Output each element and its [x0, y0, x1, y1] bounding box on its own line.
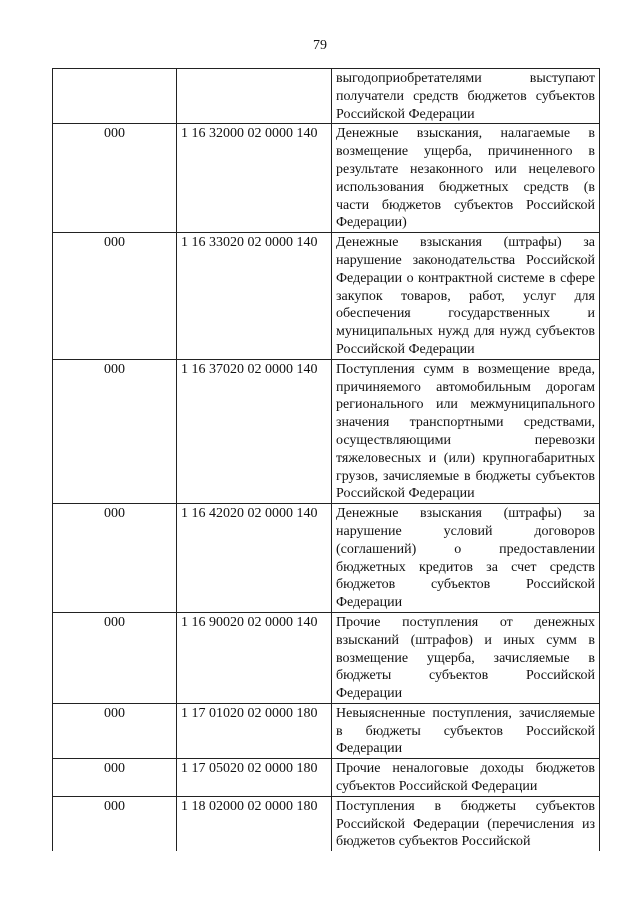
description-cell: Поступления в бюджеты субъектов Российской Федерации (перечисления из бюджетов субъектов Российской — [332, 796, 600, 851]
table-row — [53, 759, 600, 797]
description-cell: Прочие неналоговые доходы бюджетов субъектов Российской Федерации — [332, 759, 600, 797]
table-row — [53, 69, 600, 124]
admin-code-cell: 000 — [53, 759, 177, 797]
table-row — [53, 796, 600, 851]
page-number: 79 — [313, 38, 327, 53]
description-cell: Денежные взыскания, налагаемые в возмещение ущерба, причиненного в результате незаконного или нецелевого использования бюджетных средств (в части бюджетов субъектов Российской Федерации) — [332, 124, 600, 233]
description-cell: выгодоприобретателями выступают получатели средств бюджетов субъектов Российской Федерации — [332, 69, 600, 124]
budget-code-cell: 1 16 37020 02 0000 140 — [177, 359, 332, 503]
description-cell: Поступления сумм в возмещение вреда, причиняемого автомобильным дорогам регионального или межмуниципального значения транспортными средствами, осуществляющими перевозки тяжеловесных и (или) крупногабаритных грузов, зачисляемые в бюджеты субъектов Российской Федерации — [332, 359, 600, 503]
budget-code-cell: 1 17 01020 02 0000 180 — [177, 703, 332, 758]
admin-code-cell: 000 — [53, 504, 177, 613]
budget-code-cell — [177, 69, 332, 124]
budget-code-cell: 1 16 33020 02 0000 140 — [177, 233, 332, 360]
table-row — [53, 504, 600, 613]
budget-code-cell: 1 16 42020 02 0000 140 — [177, 504, 332, 613]
admin-code-cell: 000 — [53, 703, 177, 758]
budget-code-cell: 1 16 32000 02 0000 140 — [177, 124, 332, 233]
table-row — [53, 612, 600, 703]
table-row — [53, 233, 600, 360]
description-cell: Прочие поступления от денежных взысканий (штрафов) и иных сумм в возмещение ущерба, зачисляемые в бюджеты субъектов Российской Федерации — [332, 612, 600, 703]
description-cell: Денежные взыскания (штрафы) за нарушение условий договоров (соглашений) о предоставлении бюджетных кредитов за счет средств бюджетов субъектов Российской Федерации — [332, 504, 600, 613]
budget-code-cell: 1 18 02000 02 0000 180 — [177, 796, 332, 851]
admin-code-cell: 000 — [53, 233, 177, 360]
admin-code-cell: 000 — [53, 796, 177, 851]
admin-code-cell: 000 — [53, 612, 177, 703]
admin-code-cell — [53, 69, 177, 124]
budget-code-cell: 1 17 05020 02 0000 180 — [177, 759, 332, 797]
table-row — [53, 359, 600, 503]
budget-classification-table — [52, 68, 600, 851]
table-row — [53, 124, 600, 233]
description-cell: Невыясненные поступления, зачисляемые в бюджеты субъектов Российской Федерации — [332, 703, 600, 758]
admin-code-cell: 000 — [53, 124, 177, 233]
budget-code-cell: 1 16 90020 02 0000 140 — [177, 612, 332, 703]
admin-code-cell: 000 — [53, 359, 177, 503]
table-row — [53, 703, 600, 758]
description-cell: Денежные взыскания (штрафы) за нарушение законодательства Российской Федерации о контрактной системе в сфере закупок товаров, работ, услуг для обеспечения государственных и муниципальных нужд для нужд субъектов Российской Федерации — [332, 233, 600, 360]
